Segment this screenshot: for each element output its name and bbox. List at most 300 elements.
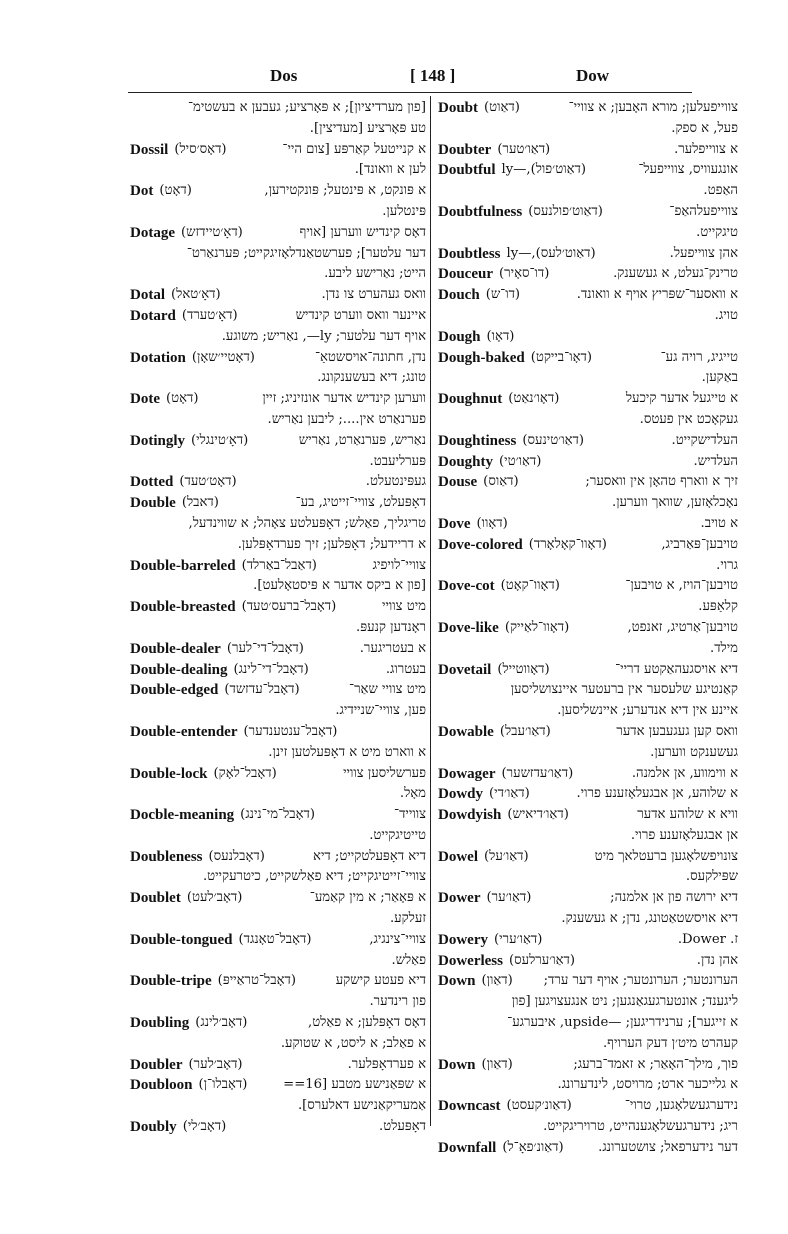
entry-line <box>130 888 426 909</box>
entry-continuation-line <box>438 909 738 930</box>
dictionary-entry <box>438 1055 738 1097</box>
dictionary-entry <box>130 597 426 639</box>
pronunciation: (דאָו׳נאַט) <box>508 391 560 407</box>
entry-line <box>438 202 738 223</box>
definition-text: אהן צווייפעל. <box>669 245 738 261</box>
entry-line <box>438 805 738 826</box>
headword: Dotal <box>130 287 165 304</box>
pronunciation: (דאַונ׳פאָ־ל) <box>502 1139 564 1155</box>
entry-line <box>438 660 738 681</box>
headword: Dotted <box>130 474 174 491</box>
headword: Dot <box>130 183 154 200</box>
definition-text: דיא אויסגעהאַקטע דריי־ <box>615 661 738 677</box>
dictionary-entry <box>130 805 426 847</box>
definition-text: ראָנדען קנעפּ. <box>356 619 426 635</box>
definition-text: מיט צוויי <box>381 599 426 615</box>
pronunciation: (דאַונ׳קעסט) <box>506 1098 572 1114</box>
definition-text: פּינטלען. <box>382 203 426 219</box>
entry-line <box>130 556 426 577</box>
entry-continuation-line <box>438 410 738 431</box>
entry-continuation-line <box>438 743 738 764</box>
pronunciation: (דאָבל־ברעס׳טעד) <box>241 599 337 615</box>
entry-line <box>438 389 738 410</box>
dictionary-entry <box>130 493 426 555</box>
entry-continuation-line <box>438 992 738 1013</box>
headword: Doubter <box>438 141 492 158</box>
pronunciation: (דאַו׳עדזשער) <box>501 765 574 781</box>
definition-text: מילד. <box>710 640 738 656</box>
entry-line <box>130 389 426 410</box>
pronunciation: (דאַו׳עבל) <box>499 723 551 739</box>
pronunciation: (דאָוו־קאָט) <box>500 578 560 594</box>
entry-line <box>130 431 426 452</box>
dictionary-entry <box>438 140 738 161</box>
entry-continuation-line <box>130 701 426 722</box>
headword: Dough <box>438 328 481 345</box>
entry-continuation-line <box>438 368 738 389</box>
definition-text: פען, צוויי־שניידיג. <box>335 703 426 719</box>
column-divider <box>430 96 431 1126</box>
headword: Dowery <box>438 931 488 948</box>
headword: Doubtless <box>438 245 501 262</box>
headword: Doughnut <box>438 391 503 408</box>
definition-text: צוויי־לויפיג <box>372 557 426 573</box>
headword: Dove-like <box>438 619 499 636</box>
entry-line <box>438 722 738 743</box>
dictionary-entry <box>438 452 738 473</box>
dictionary-entry <box>130 847 426 889</box>
headword: Dowdyish <box>438 807 502 824</box>
pronunciation: (דאַו׳טינעס) <box>522 432 585 448</box>
headword: Double-entender <box>130 723 238 740</box>
entry-line <box>130 1055 426 1076</box>
dictionary-entry <box>438 618 738 660</box>
entry-line <box>130 98 426 119</box>
entry-continuation-line <box>438 701 738 722</box>
dictionary-entry <box>130 431 426 473</box>
entry-continuation-line <box>438 493 738 514</box>
entry-line <box>438 847 738 868</box>
entry-line <box>438 971 738 992</box>
definition-text: א קנייטעל קאַרפּע [צום היי־ <box>282 141 426 157</box>
entry-continuation-line <box>130 244 426 265</box>
headword: Dove-cot <box>438 578 495 595</box>
headword: Double-edged <box>130 682 219 699</box>
pronunciation: (דאבל) <box>181 495 219 511</box>
entry-line <box>438 930 738 951</box>
dictionary-entry <box>438 535 738 577</box>
definition-text: טויבען־אַרטיג, זאנפט, <box>627 619 738 635</box>
definition-text: וויא א שלוהע אדער <box>637 807 738 823</box>
dictionary-entry <box>130 971 426 1013</box>
definition-text: דער נידערפאל; צושטערונג. <box>598 1139 738 1155</box>
definition-text: פעל, א ספק. <box>671 120 738 136</box>
dictionary-entry <box>438 888 738 930</box>
definition-text: א צווייפלער. <box>674 141 738 157</box>
header-guide-word-right: Dow <box>576 66 610 85</box>
definition-text: מיט צוויי שאַר־ <box>349 682 426 698</box>
dictionary-entry <box>438 160 738 202</box>
pronunciation: (דאַו׳דיאיש) <box>507 807 569 823</box>
entry-continuation-line <box>130 410 426 431</box>
entry-line <box>438 348 738 369</box>
entry-line <box>438 618 738 639</box>
pronunciation: (דאָ׳טינגלי) <box>191 432 249 448</box>
headword: Douch <box>438 287 480 304</box>
pronunciation: (דאַבל־באַרלד) <box>241 557 317 573</box>
entry-continuation-line <box>438 306 738 327</box>
definition-text: געקאָכט אין פעטס. <box>639 411 738 427</box>
pronunciation: (דאָבל־לאָק) <box>213 765 277 781</box>
entry-line <box>130 639 426 660</box>
entry-line <box>438 951 738 972</box>
entry-line <box>130 971 426 992</box>
definition-text: א פּונקט, א פּינטעל; פּונקטירען, <box>264 183 426 199</box>
headword: Double <box>130 495 176 512</box>
entry-continuation-line <box>438 1013 738 1034</box>
headword: Down <box>438 973 476 990</box>
headword: Dossil <box>130 141 169 158</box>
definition-text: שפּילקעס. <box>685 869 738 885</box>
headword: Doublet <box>130 890 181 907</box>
pronunciation: (דאָ׳טיידזש) <box>181 224 243 240</box>
headword: Dowerless <box>438 952 503 969</box>
entry-line <box>130 285 426 306</box>
entry-line <box>438 431 738 452</box>
pronunciation: (דאָבל־טראַייפּ) <box>217 973 296 989</box>
definition-text: וואס קען געגעבען אדער <box>616 723 738 739</box>
entry-line <box>438 472 738 493</box>
definition-text: [פון מערדיציון]; א פּאָרציע; געבען א בעשטימ־ <box>187 100 426 115</box>
pronunciation: (דאָבל־די־לינג) <box>233 661 309 677</box>
page-header <box>120 66 710 90</box>
headword: Douceur <box>438 266 493 283</box>
pronunciation: (דאָב׳לער) <box>188 1056 243 1072</box>
definition-text: האַפט. <box>703 183 738 199</box>
headword: Double-dealing <box>130 661 228 678</box>
definition-text: קאַנטיגע שלעסער אין ברעטער איינצושליסען <box>510 682 738 698</box>
entry-line <box>130 1013 426 1034</box>
entry-line <box>130 722 426 743</box>
definition-text: געפּינטעלט. <box>365 474 426 490</box>
entry-line <box>438 535 738 556</box>
pronunciation: (דאָבל־ענטענדער) <box>243 723 338 739</box>
headword: Dotage <box>130 224 175 241</box>
definition-text: ריג; נידערגעשלאָגענהייט, טרויריגקייט. <box>543 1119 738 1135</box>
headword: Doubtfulness <box>438 203 523 220</box>
definition-text: העלדישקייט. <box>671 432 738 448</box>
entry-line <box>438 888 738 909</box>
definition-text: צווייפעלען; מורא האָבען; א צוויי־ <box>568 100 738 115</box>
pronunciation: (דאָבלו־ן) <box>198 1077 248 1093</box>
pronunciation: (דאָ׳טערד) <box>181 307 238 323</box>
pronunciation: (דאַוט׳פול),—ly <box>501 162 586 178</box>
definition-text: [פון א ביקס אדער א פּיסטאָלעט]. <box>253 578 426 594</box>
definition-text: באַקען. <box>701 370 738 386</box>
headword: Dowable <box>438 723 494 740</box>
headword: Docble-meaning <box>130 807 235 824</box>
dictionary-entry <box>438 1096 738 1138</box>
headword: Dowager <box>438 765 496 782</box>
dictionary-entry <box>130 680 426 722</box>
entry-continuation-line <box>130 119 426 140</box>
dictionary-entry <box>130 1117 426 1138</box>
entry-continuation-line <box>130 826 426 847</box>
definition-text: דאָס קינדיש ווערען [אויף <box>299 224 426 240</box>
pronunciation: (דאָב׳לי) <box>182 1119 227 1135</box>
definition-text: אויף דער עלטער; ly—, נאַריש; משוגע. <box>221 328 426 344</box>
definition-text: דאָפּעלט, צוויי־זייטיג, בע־ <box>295 495 426 511</box>
dictionary-entry <box>438 722 738 764</box>
definition-text: טויג. <box>714 307 738 323</box>
entry-line <box>130 140 426 161</box>
entry-continuation-line <box>130 618 426 639</box>
dictionary-entry <box>130 223 426 285</box>
definition-text: נידערגעשלאָגען, טרוי־ <box>624 1098 738 1114</box>
right-column <box>438 98 738 1159</box>
definition-text: בעטרוג. <box>385 661 426 677</box>
dictionary-entry <box>438 805 738 847</box>
headword: Double-tongued <box>130 931 233 948</box>
definition-text: הייט; נאַרישע ליבע. <box>324 266 426 282</box>
entry-line <box>438 98 738 119</box>
entry-continuation-line <box>130 1096 426 1117</box>
definition-text: דיא אויסשטאַטונג, נדן; א געשענק. <box>561 911 738 927</box>
headword: Douse <box>438 474 478 491</box>
entry-line <box>438 452 738 473</box>
pronunciation: (דאַוט׳לעס),—ly <box>506 245 596 261</box>
definition-text: א זייגער]; ערנידריגען; —upside, איבערגע־ <box>507 1015 738 1031</box>
dictionary-entry <box>130 1055 426 1076</box>
definition-text: געשענקט ווערען. <box>650 744 738 760</box>
definition-text: א שלוהע, אן אבגעלאָזענע פרוי. <box>576 786 738 802</box>
pronunciation: (דאַו׳ערלעס) <box>508 952 576 968</box>
entry-line <box>130 680 426 701</box>
dictionary-entry <box>130 140 426 182</box>
definition-text: דאָפּעלט. <box>379 1119 426 1135</box>
dictionary-entry <box>130 660 426 681</box>
dictionary-entry <box>438 847 738 889</box>
dictionary-entry <box>130 888 426 930</box>
entry-line <box>130 1117 426 1138</box>
entry-continuation-line <box>438 639 738 660</box>
definition-text: פּערליעבט. <box>369 453 426 469</box>
headword: Dove <box>438 515 471 532</box>
pronunciation: (דאָט) <box>159 183 192 199</box>
entry-continuation-line <box>438 181 738 202</box>
dictionary-entry <box>438 348 738 390</box>
definition-text: דיא דאָפּעלטקייט; דיא <box>313 848 426 864</box>
entry-line <box>130 597 426 618</box>
dictionary-entry <box>130 348 426 390</box>
dictionary-entry <box>130 472 426 493</box>
entry-line <box>438 784 738 805</box>
dictionary-entry <box>130 306 426 348</box>
pronunciation: (דאַון) <box>481 973 513 989</box>
definition-text: דיא פעטע קישקע <box>335 973 426 989</box>
entry-line <box>438 244 738 265</box>
headword: Dotation <box>130 349 186 366</box>
dictionary-entry <box>438 264 738 285</box>
definition-text: וואס געהערט צו נדן. <box>321 287 426 303</box>
headword: Doubleness <box>130 848 203 865</box>
definition-text: מאָל. <box>399 786 426 802</box>
definition-text: דער עלטער]; פערשטאַנדלאָזיגקייט; פּערנאַרט־ <box>186 245 426 261</box>
headword: Dove-colored <box>438 536 523 553</box>
headword: Downfall <box>438 1139 497 1156</box>
definition-text: טריגליך, פאַלש; דאָפּעלטע צאָהל; א שווינדעל, <box>188 515 426 531</box>
definition-text: לען א וואונד]. <box>354 162 426 178</box>
entry-continuation-line <box>130 514 426 535</box>
pronunciation: (דאָט) <box>166 391 199 407</box>
entry-line <box>438 514 738 535</box>
entry-line <box>130 1075 426 1096</box>
definition-text: קלאַפּע. <box>698 599 738 615</box>
entry-line <box>438 327 738 348</box>
dictionary-entry <box>130 1075 426 1117</box>
dictionary-entry <box>130 930 426 972</box>
entry-continuation-line <box>130 264 426 285</box>
definition-text: פערשליסען צוויי <box>343 765 426 781</box>
headword: Doubling <box>130 1015 190 1032</box>
entry-continuation-line <box>130 951 426 972</box>
entry-line <box>130 493 426 514</box>
pronunciation: (דאָבל־עדזשד) <box>224 682 300 698</box>
headword: Dower <box>438 890 481 907</box>
definition-text: א פּאָאַר; א מין קאַמע־ <box>309 890 426 906</box>
entry-continuation-line <box>130 535 426 556</box>
entry-line <box>438 764 738 785</box>
dictionary-entry <box>130 285 426 306</box>
definition-text: העלדיש. <box>693 453 738 469</box>
definition-text: אהן נדן. <box>696 952 738 968</box>
pronunciation: (דאָס׳סיל) <box>174 141 227 157</box>
pronunciation: (דאָבל־מי־נינג) <box>240 807 316 823</box>
definition-text: טייטיגקייט. <box>369 827 426 843</box>
headword: Dovetail <box>438 661 492 678</box>
pronunciation: (דאַו׳טער) <box>497 141 551 157</box>
headword: Dough-baked <box>438 349 525 366</box>
definition-text: צוויי־צינגיג, <box>369 931 426 947</box>
definition-text: טויבען־פּאַרביג, <box>661 536 738 552</box>
entry-line <box>438 576 738 597</box>
entry-continuation-line <box>438 867 738 888</box>
entry-continuation-line <box>438 1075 738 1096</box>
entry-line <box>130 805 426 826</box>
entry-continuation-line <box>438 826 738 847</box>
dictionary-entry <box>438 389 738 431</box>
definition-text: צווייד־ <box>394 807 426 823</box>
dictionary-entry <box>438 202 738 244</box>
headword: Dowel <box>438 848 478 865</box>
definition-text: צוויי־זייטיגקייט; דיא פאַלשקייט, כיטרעקייט. <box>202 869 426 885</box>
entry-continuation-line <box>438 1117 738 1138</box>
definition-text: טע פּאָרציע [מעדיצין]. <box>309 120 426 136</box>
entry-continuation-line <box>438 119 738 140</box>
definition-text: נאַריש, פּערנאַרט, נאַריש <box>298 432 426 448</box>
headword: Double-dealer <box>130 640 221 657</box>
pronunciation: (דאַו׳די) <box>489 786 530 802</box>
dictionary-entry <box>130 98 426 140</box>
definition-text: צונויפשלאָגען ברעטלאך מיט <box>594 848 738 864</box>
definition-text: א פערדאָפּלער. <box>347 1056 426 1072</box>
entry-line <box>438 285 738 306</box>
pronunciation: (דאָב׳לינג) <box>195 1015 248 1031</box>
definition-text: נדן, חתונה־אויסשטאַ־ <box>314 349 426 365</box>
definition-text: ליגענד; אונטערגעגאַנגען; ניט אנגעצויגען [פון <box>511 994 738 1010</box>
pronunciation: (דאָ׳טאל) <box>171 287 221 303</box>
dictionary-entry <box>438 971 738 1054</box>
dictionary-entry <box>130 389 426 431</box>
pronunciation: (דאָבל־די־לער) <box>226 640 304 656</box>
definition-text: דאָס דאָפּלען; א פאַלט, <box>308 1015 426 1031</box>
dictionary-entry <box>438 244 738 265</box>
dictionary-entry <box>438 660 738 722</box>
entry-continuation-line <box>130 368 426 389</box>
pronunciation: (דאָוו) <box>476 515 508 531</box>
definition-text: א וואסער־שפּריץ אויף א וואונד. <box>576 287 738 303</box>
dictionary-entry <box>130 181 426 223</box>
headword: Doubler <box>130 1056 183 1073</box>
pronunciation: (דאָוו־קאָלאָרד) <box>528 536 607 552</box>
headword: Double-tripe <box>130 973 212 990</box>
definition-text: הערונטער; הערונטער; אויף דער ערד; <box>543 973 738 989</box>
entry-continuation-line <box>438 556 738 577</box>
definition-text: קעהרט מיט׳ן דעק הערויף. <box>602 1035 738 1051</box>
entry-continuation-line <box>130 743 426 764</box>
pronunciation: (דאַוט) <box>484 100 520 115</box>
entry-continuation-line <box>130 576 426 597</box>
headword: Dote <box>130 391 160 408</box>
headword: Double-barreled <box>130 557 236 574</box>
dictionary-entry <box>130 639 426 660</box>
definition-text: נאָכלאָזען, שוואך ווערען. <box>612 495 738 511</box>
pronunciation: (דאָו־בייקט) <box>530 349 592 365</box>
dictionary-entry <box>438 784 738 805</box>
entry-line <box>130 348 426 369</box>
pronunciation: (דאַו׳טי) <box>499 453 542 469</box>
pronunciation: (דאַון) <box>481 1056 513 1072</box>
dictionary-entry <box>130 556 426 598</box>
entry-continuation-line <box>438 1034 738 1055</box>
definition-text: ז. Dower. <box>677 931 738 947</box>
definition-text: גרוי. <box>716 557 738 573</box>
definition-text: ווערען קינדיש אדער אונזיניג; זיין <box>262 391 426 407</box>
pronunciation: (דאַו׳על) <box>484 848 529 864</box>
dictionary-entry <box>438 285 738 327</box>
pronunciation: (דאַו׳ערי) <box>493 931 543 947</box>
entry-continuation-line <box>438 680 738 701</box>
pronunciation: (דאָוו־לאַייק) <box>504 619 570 635</box>
definition-text: טונג; דיא בעשענקונג. <box>317 370 426 386</box>
definition-text: טיגקייט. <box>696 224 738 240</box>
entry-line <box>438 160 738 181</box>
definition-text: א פאַלב; א ליסט, א שטוקע. <box>280 1035 426 1051</box>
entry-line <box>130 306 426 327</box>
headword: Doubtful <box>438 162 496 179</box>
definition-text: א בעטריגער. <box>359 640 426 656</box>
entry-line <box>130 930 426 951</box>
entry-line <box>438 1138 738 1159</box>
pronunciation: (דאַוס) <box>483 474 519 490</box>
definition-text: פאַלש. <box>391 952 426 968</box>
pronunciation: (דאָווטייל) <box>497 661 550 677</box>
pronunciation: (דאָטיי׳שאָן) <box>191 349 255 365</box>
definition-text: פון רינדער. <box>369 994 426 1010</box>
dictionary-entry <box>438 327 738 348</box>
entry-line <box>438 1055 738 1076</box>
entry-line <box>438 1096 738 1117</box>
